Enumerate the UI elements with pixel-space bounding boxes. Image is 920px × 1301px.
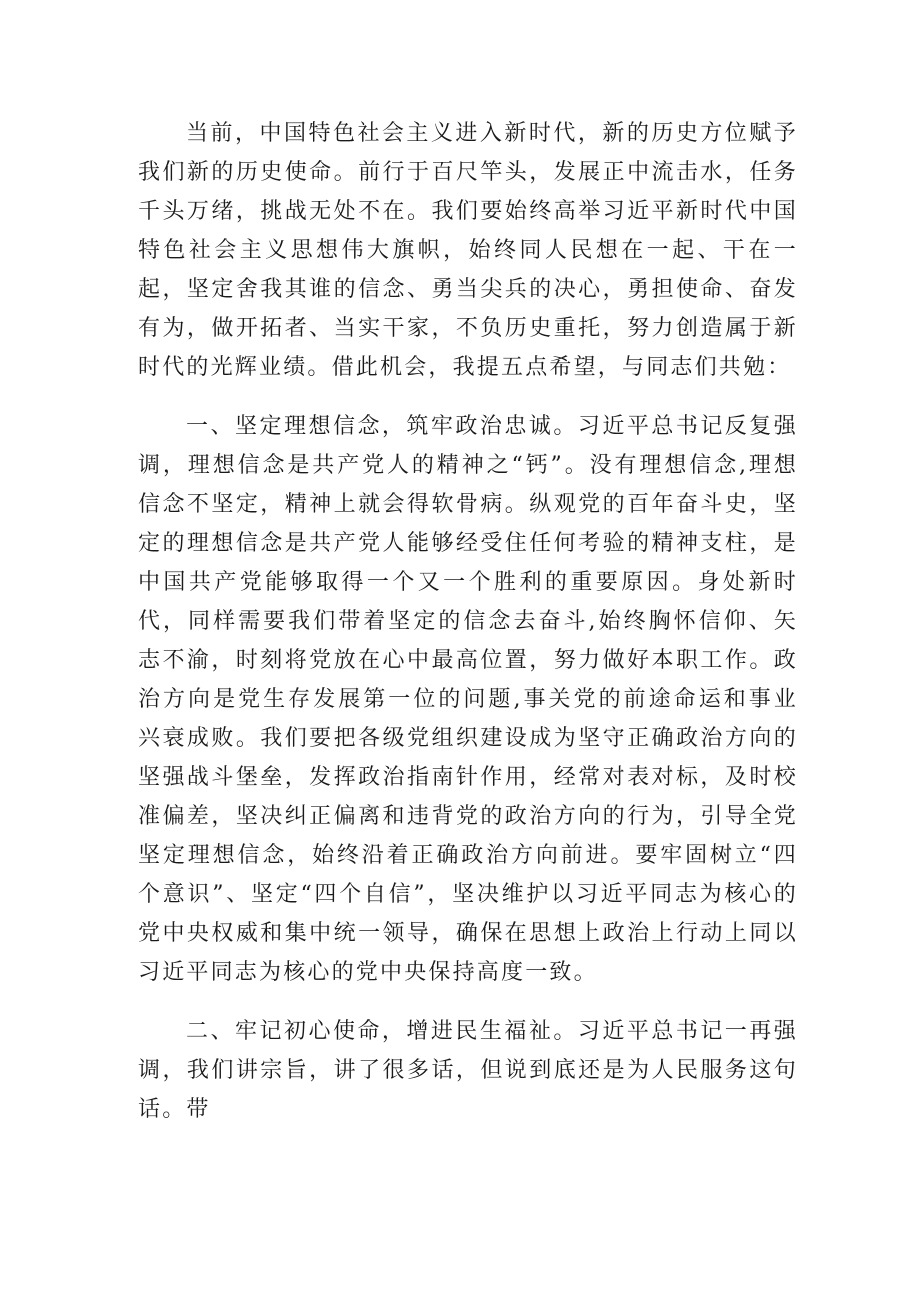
paragraph-point-two: 二、牢记初心使命，增进民生福祉。习近平总书记一再强调，我们讲宗旨，讲了很多话，但说到底还是为人民服务这句话。带: [138, 1019, 798, 1122]
paragraph-point-one: 一、坚定理想信念，筑牢政治忠诚。习近平总书记反复强调，理想信念是共产党人的精神之“钙”。没有理想信念,理想信念不坚定，精神上就会得软骨病。纵观党的百年奋斗史，坚定的理想信念是共产党人能够经受住任何考验的精神支柱，是中国共产党能够取得一个又一个胜利的重要原因。身处新时代，同样需要我们带着坚定的信念去奋斗,始终胸怀信仰、矢志不渝，时刻将党放在心中最高位置，努力做好本职工作。政治方向是党生存发展第一位的问题,事关党的前途命运和事业兴衰成败。我们要把各级党组织建设成为坚守正确政治方向的坚强战斗堡垒，发挥政治指南针作用，经常对表对标，及时校准偏差，坚决纠正偏离和违背党的政治方向的行为，引导全党坚定理想信念，始终沿着正确政治方向前进。要牢固树立“四个意识”、坚定“四个自信”，坚决维护以习近平同志为核心的党中央权威和集中统一领导，确保在思想上政治上行动上同以习近平同志为核心的党中央保持高度一致。: [138, 414, 798, 985]
document-body: [138, 114, 798, 1129]
paragraph-intro: 当前，中国特色社会主义进入新时代，新的历史方位赋予我们新的历史使命。前行于百尺竿头，发展正中流击水，任务千头万绪，挑战无处不在。我们要始终高举习近平新时代中国特色社会主义思想伟大旗帜，始终同人民想在一起、干在一起，坚定舍我其谁的信念、勇当尖兵的决心，勇担使命、奋发有为，做开拓者、当实干家，不负历史重托，努力创造属于新时代的光辉业绩。借此机会，我提五点希望，与同志们共勉：: [138, 121, 798, 380]
